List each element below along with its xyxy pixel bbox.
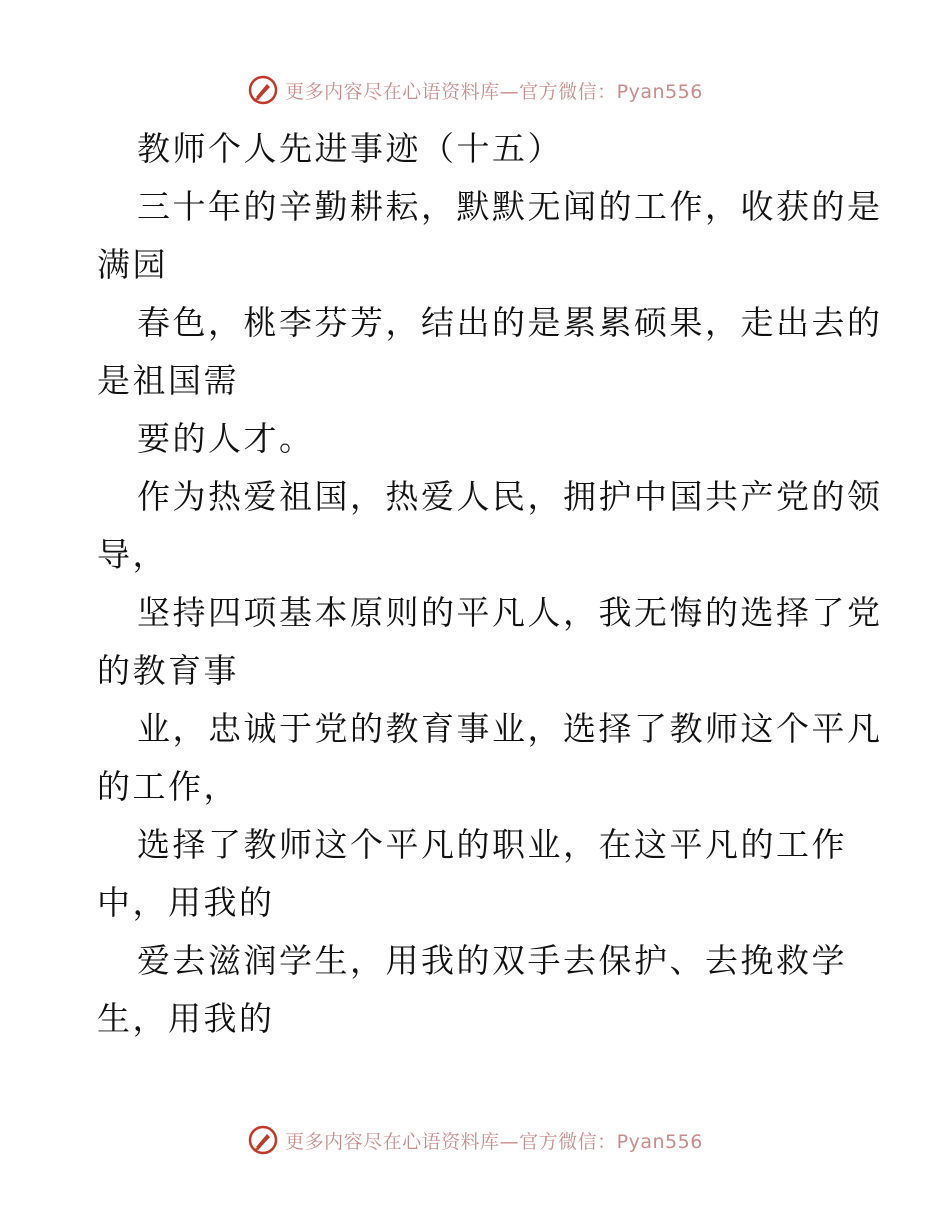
paragraph-line: 是祖国需 (97, 361, 239, 400)
paragraph-line: 生，用我的 (97, 999, 275, 1038)
paragraph-line: 导， (97, 535, 168, 574)
paragraph-line: 的教育事 (97, 651, 239, 690)
footer-watermark (0, 1120, 950, 1160)
paragraph-line: 要的人才。 (137, 419, 315, 458)
document-title: 教师个人先进事迹（十五） (137, 129, 563, 168)
paragraph-line: 作为热爱祖国，热爱人民，拥护中国共产党的领 (137, 477, 883, 516)
paragraph-line: 春色，桃李芬芳，结出的是累累硕果，走出去的 (137, 303, 883, 342)
paragraph-line: 的工作， (97, 767, 239, 806)
paragraph-line: 业，忠诚于党的教育事业，选择了教师这个平凡 (137, 709, 883, 748)
paragraph-line: 三十年的辛勤耕耘，默默无闻的工作，收获的是 (137, 187, 883, 226)
paragraph-line: 坚持四项基本原则的平凡人，我无悔的选择了党 (137, 593, 883, 632)
paragraph-line: 中，用我的 (97, 883, 275, 922)
paragraph-line: 选择了教师这个平凡的职业，在这平凡的工作 (137, 825, 847, 864)
watermark-text: 更多内容尽在心语资料库—官方微信：Pyan556 (285, 1130, 703, 1153)
header-watermark (0, 70, 950, 110)
pen-logo-icon (247, 1124, 279, 1156)
pen-logo-icon (247, 74, 279, 106)
paragraph-line: 满园 (97, 245, 168, 284)
watermark-text: 更多内容尽在心语资料库—官方微信：Pyan556 (285, 80, 703, 103)
document-body (97, 120, 883, 1048)
paragraph-line: 爱去滋润学生，用我的双手去保护、去挽救学 (137, 941, 847, 980)
